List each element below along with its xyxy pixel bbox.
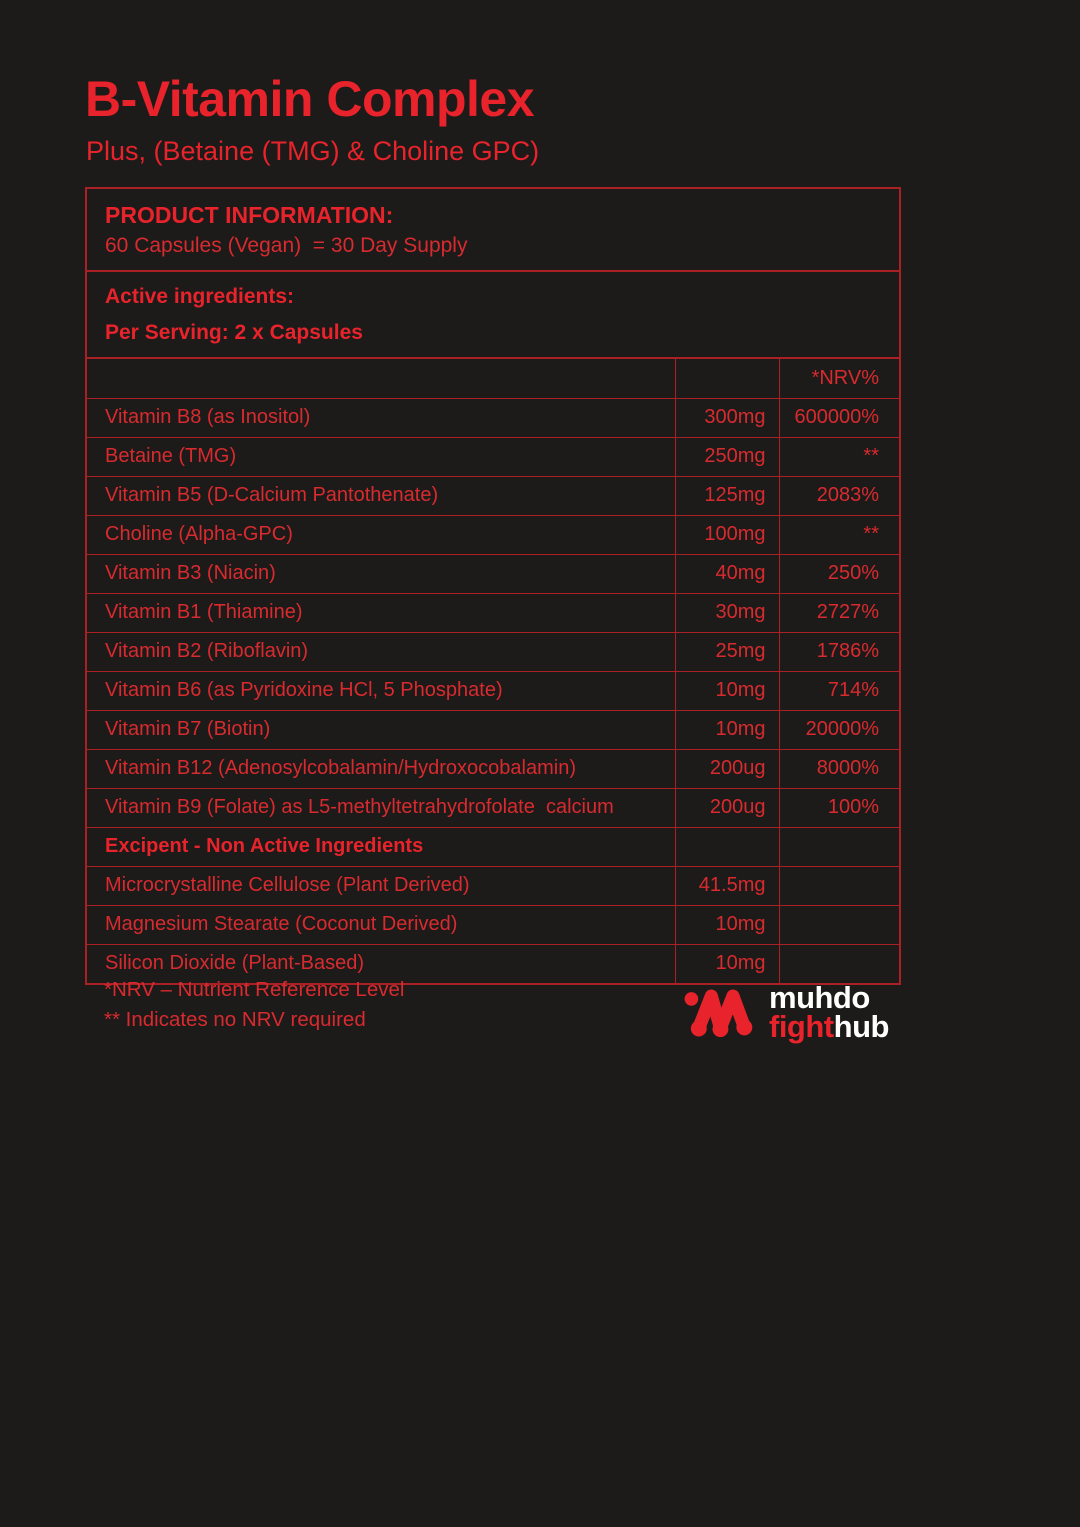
cell-nrv: 2083% (779, 476, 899, 515)
cell-amount: 100mg (675, 515, 779, 554)
ingredient-row (87, 593, 899, 632)
ingredient-row (87, 788, 899, 827)
cell-nrv (779, 866, 899, 905)
ingredients-table (87, 359, 899, 983)
table-header-row (87, 359, 899, 398)
cell-name: Betaine (TMG) (87, 437, 675, 476)
cell-nrv (779, 827, 899, 866)
section-header-row (87, 827, 899, 866)
logo-wordmark (769, 980, 889, 1044)
cell-nrv: 714% (779, 671, 899, 710)
cell-nrv: 600000% (779, 398, 899, 437)
cell-amount: 250mg (675, 437, 779, 476)
ingredients-tbody (87, 359, 899, 983)
cell-nrv (779, 905, 899, 944)
muhdo-logo-mark (684, 981, 758, 1043)
cell-nrv: ** (779, 437, 899, 476)
cell-amount: 41.5mg (675, 866, 779, 905)
ingredient-row (87, 710, 899, 749)
footnotes (104, 975, 404, 1035)
ingredient-row (87, 554, 899, 593)
ingredient-row (87, 476, 899, 515)
cell-name: Vitamin B3 (Niacin) (87, 554, 675, 593)
logo-line-muhdo: muhdo (769, 980, 870, 1015)
ingredient-row (87, 632, 899, 671)
page-subtitle: Plus, (Betaine (TMG) & Choline GPC) (86, 136, 540, 166)
ingredient-row (87, 515, 899, 554)
cell-name: Vitamin B2 (Riboflavin) (87, 632, 675, 671)
cell-amount: 30mg (675, 593, 779, 632)
cell-name: Vitamin B9 (Folate) as L5-methyltetrahydrofolate calcium (87, 788, 675, 827)
cell-name: Excipent - Non Active Ingredients (87, 827, 675, 866)
ingredient-row (87, 671, 899, 710)
ingredient-row (87, 749, 899, 788)
product-supply-text: 60 Capsules (Vegan) = 30 Day Supply (105, 234, 468, 257)
cell-amount: 300mg (675, 398, 779, 437)
cell-amount: 10mg (675, 710, 779, 749)
cell-amount: 10mg (675, 671, 779, 710)
cell-name: Magnesium Stearate (Coconut Derived) (87, 905, 675, 944)
cell-amount: 10mg (675, 944, 779, 983)
cell-name: Silicon Dioxide (Plant-Based) (87, 944, 675, 983)
cell-nrv: 20000% (779, 710, 899, 749)
active-ingredients-label: Active ingredients: (105, 285, 295, 308)
cell-amount: 25mg (675, 632, 779, 671)
header-cell-name (87, 359, 675, 398)
ingredient-row (87, 905, 899, 944)
cell-amount: 200ug (675, 749, 779, 788)
cell-amount: 10mg (675, 905, 779, 944)
cell-nrv: ** (779, 515, 899, 554)
cell-amount: 200ug (675, 788, 779, 827)
cell-nrv: 250% (779, 554, 899, 593)
per-serving-label: Per Serving: 2 x Capsules (105, 321, 363, 344)
active-ingredients-section (87, 272, 899, 359)
product-info-section (87, 189, 899, 272)
cell-nrv (779, 944, 899, 983)
cell-name: Vitamin B1 (Thiamine) (87, 593, 675, 632)
header-cell-nrv: *NRV% (779, 359, 899, 398)
header-cell-amount (675, 359, 779, 398)
cell-nrv: 8000% (779, 749, 899, 788)
cell-name: Vitamin B12 (Adenosylcobalamin/Hydroxocobalamin) (87, 749, 675, 788)
product-info-box (85, 187, 901, 985)
nrv-footnote: *NRV – Nutrient Reference Level (104, 978, 405, 1001)
cell-amount (675, 827, 779, 866)
cell-name: Vitamin B5 (D-Calcium Pantothenate) (87, 476, 675, 515)
logo-line-fighthub: fighthub (769, 1009, 889, 1044)
cell-nrv: 100% (779, 788, 899, 827)
cell-nrv: 1786% (779, 632, 899, 671)
ingredient-row (87, 866, 899, 905)
cell-amount: 125mg (675, 476, 779, 515)
ingredient-row (87, 437, 899, 476)
cell-name: Vitamin B7 (Biotin) (87, 710, 675, 749)
cell-name: Choline (Alpha-GPC) (87, 515, 675, 554)
cell-name: Microcrystalline Cellulose (Plant Derived) (87, 866, 675, 905)
cell-name: Vitamin B8 (as Inositol) (87, 398, 675, 437)
page-title: B-Vitamin Complex (85, 71, 534, 127)
cell-name: Vitamin B6 (as Pyridoxine HCl, 5 Phosphate) (87, 671, 675, 710)
cell-nrv: 2727% (779, 593, 899, 632)
cell-amount: 40mg (675, 554, 779, 593)
ingredient-row (87, 398, 899, 437)
asterisk-footnote: ** Indicates no NRV required (104, 1008, 366, 1031)
product-info-heading: PRODUCT INFORMATION: (105, 202, 394, 228)
muhdo-fighthub-logo (684, 981, 889, 1043)
